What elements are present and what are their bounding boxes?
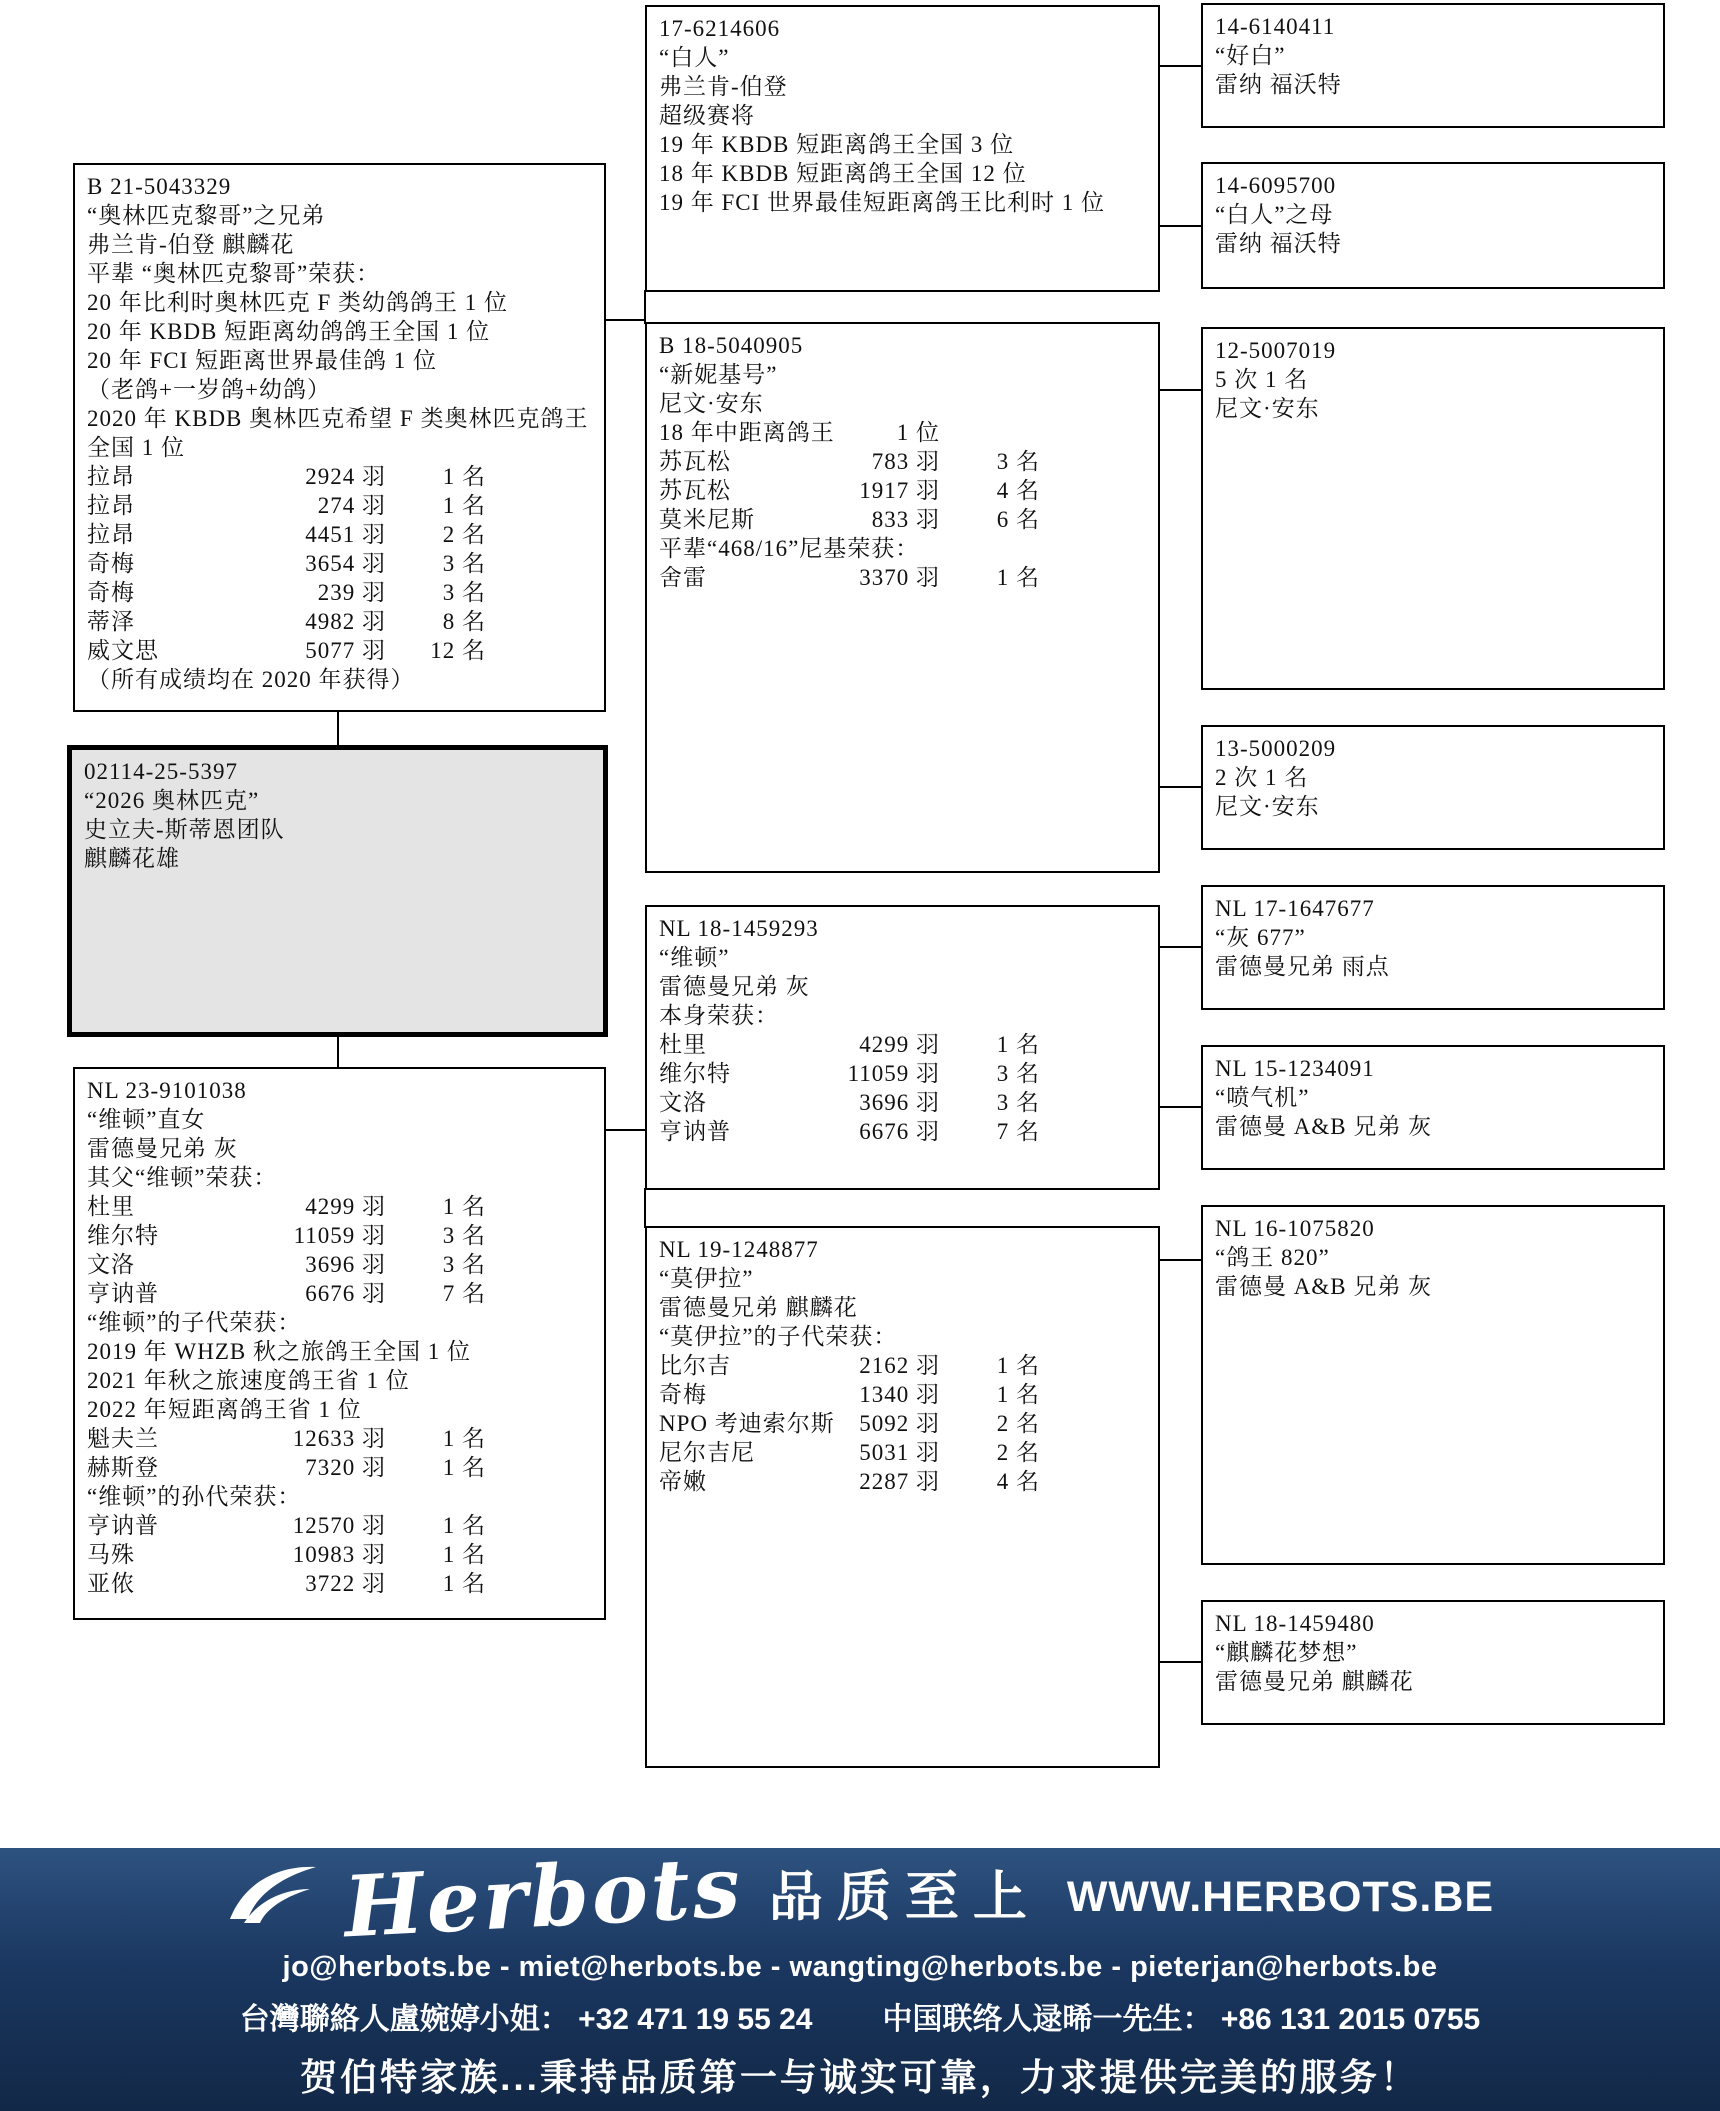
box-dam	[73, 1067, 606, 1620]
pedigree-line: NPO 考迪索尔斯 5092 羽 2 名	[659, 1411, 1040, 1436]
pedigree-line: 雷德曼 A&B 兄弟 灰	[1215, 1274, 1433, 1299]
pedigree-line: NL 18-1459293	[659, 916, 819, 941]
pedigree-line: 尼文·安东	[1215, 794, 1320, 819]
pedigree-line: 弗兰肯-伯登 麒麟花	[87, 232, 295, 257]
pedigree-line: （所有成绩均在 2020 年获得）	[87, 667, 415, 692]
pedigree-line: 19 年 KBDB 短距离鸽王全国 3 位	[659, 132, 1015, 157]
pedigree-line: 其父“维顿”荣获：	[87, 1165, 278, 1190]
pedigree-line: 亨讷普 6676 羽 7 名	[87, 1281, 486, 1306]
pedigree-line: 麒麟花雄	[84, 846, 180, 871]
connector-line	[644, 1188, 646, 1228]
pedigree-line: 魁夫兰 12633 羽 1 名	[87, 1426, 486, 1451]
pedigree-line: “莫伊拉”的子代荣获：	[659, 1324, 898, 1349]
pedigree-line: “白人”之母	[1215, 202, 1334, 227]
pedigree-line: 莫米尼斯 833 羽 6 名	[659, 507, 1040, 532]
pedigree-line: 威文思 5077 羽 12 名	[87, 638, 486, 663]
box-sire	[73, 163, 606, 712]
contact-taiwan: 台灣聯絡人盧婉婷小姐： +32 471 19 55 24	[239, 2002, 813, 2036]
pedigree-line: 超级赛将	[659, 103, 755, 128]
pedigree-line: “维顿”的子代荣获：	[87, 1310, 302, 1335]
pedigree-line: 马殊 10983 羽 1 名	[87, 1542, 486, 1567]
pedigree-line: “白人”	[659, 45, 730, 70]
pedigree-line: 12-5007019	[1215, 338, 1337, 363]
pedigree-line: 文洛 3696 羽 3 名	[87, 1252, 486, 1277]
pedigree-line: 帝嫩 2287 羽 4 名	[659, 1469, 1040, 1494]
pedigree-line: 尼文·安东	[1215, 396, 1320, 421]
pedigree-line: 亨讷普 12570 羽 1 名	[87, 1513, 486, 1538]
pedigree-line: 雷纳 福沃特	[1215, 72, 1342, 97]
pedigree-line: 赫斯登 7320 羽 1 名	[87, 1455, 486, 1480]
box-dam-sire-dam	[1201, 1045, 1665, 1170]
pedigree-line: NL 23-9101038	[87, 1078, 247, 1103]
pedigree-line: 18 年中距离鸽王 1 位	[659, 420, 940, 445]
box-dam-dam-dam	[1201, 1600, 1665, 1725]
pedigree-line: “维顿”	[659, 945, 730, 970]
pedigree-line: “莫伊拉”	[659, 1266, 754, 1291]
brand-row	[226, 1836, 1495, 1957]
box-dam-dam-sire	[1201, 1205, 1665, 1565]
pedigree-line: 2020 年 KBDB 奥林匹克希望 F 类奥林匹克鸽王	[87, 406, 589, 431]
pedigree-line: 奇梅 239 羽 3 名	[87, 580, 486, 605]
pedigree-line: 比尔吉 2162 羽 1 名	[659, 1353, 1040, 1378]
box-sire-sire-sire	[1201, 3, 1665, 128]
connector-line	[337, 712, 339, 745]
pedigree-line: 拉昂 2924 羽 1 名	[87, 464, 486, 489]
connector-line	[337, 1035, 339, 1067]
pedigree-line: 20 年比利时奥林匹克 F 类幼鸽鸽王 1 位	[87, 290, 509, 315]
connector-line	[1160, 946, 1202, 948]
box-sire-dam	[645, 322, 1160, 873]
pedigree-line: 弗兰肯-伯登	[659, 74, 788, 99]
connector-line	[1160, 1661, 1202, 1663]
pedigree-line: NL 15-1234091	[1215, 1056, 1375, 1081]
connector-line	[1160, 786, 1202, 788]
website-url: WWW.HERBOTS.BE	[1066, 1872, 1495, 1921]
pedigree-line: B 18-5040905	[659, 333, 804, 358]
pedigree-line: 奇梅 1340 羽 1 名	[659, 1382, 1040, 1407]
pedigree-line: B 21-5043329	[87, 174, 232, 199]
pedigree-line: 杜里 4299 羽 1 名	[87, 1194, 486, 1219]
pedigree-line: 文洛 3696 羽 3 名	[659, 1090, 1040, 1115]
pedigree-line: 2 次 1 名	[1215, 765, 1309, 790]
box-dam-dam	[645, 1226, 1160, 1768]
footer-banner	[0, 1836, 1720, 2111]
pedigree-line: “喷气机”	[1215, 1085, 1310, 1110]
connector-line	[644, 290, 646, 324]
pedigree-line: 雷德曼兄弟 灰	[659, 974, 810, 999]
pedigree-line: 17-6214606	[659, 16, 781, 41]
pedigree-line: 舍雷 3370 羽 1 名	[659, 565, 1040, 590]
pedigree-line: 奇梅 3654 羽 3 名	[87, 551, 486, 576]
pedigree-line: 亨讷普 6676 羽 7 名	[659, 1119, 1040, 1144]
connector-line	[606, 319, 646, 321]
pedigree-line: 2021 年秋之旅速度鸽王省 1 位	[87, 1368, 410, 1393]
pedigree-line: 19 年 FCI 世界最佳短距离鸽王比利时 1 位	[659, 190, 1106, 215]
connector-line	[1160, 65, 1202, 67]
box-sire-dam-sire	[1201, 327, 1665, 690]
footer-content	[225, 1836, 1495, 2105]
pedigree-line: 亚侬 3722 羽 1 名	[87, 1571, 486, 1596]
pedigree-line: 本身荣获：	[659, 1003, 779, 1028]
pedigree-line: NL 18-1459480	[1215, 1611, 1375, 1636]
pedigree-line: 维尔特 11059 羽 3 名	[659, 1061, 1040, 1086]
email-list: jo@herbots.be - miet@herbots.be - wangting@herbots.be - pieterjan@herbots.be	[282, 1951, 1438, 1984]
pedigree-line: 雷德曼兄弟 麒麟花	[659, 1295, 858, 1320]
pedigree-line: 雷德曼兄弟 灰	[87, 1136, 238, 1161]
pedigree-line: 尼文·安东	[659, 391, 764, 416]
pedigree-line: 苏瓦松 783 羽 3 名	[659, 449, 1040, 474]
pedigree-line: 20 年 KBDB 短距离幼鸽鸽王全国 1 位	[87, 319, 491, 344]
brand-slogan: 品质至上	[768, 1867, 1041, 1927]
wing-icon	[226, 1861, 318, 1933]
pedigree-line: “鸽王 820”	[1215, 1245, 1330, 1270]
pedigree-line: 雷纳 福沃特	[1215, 231, 1342, 256]
pedigree-line: 全国 1 位	[87, 435, 185, 460]
contact-info	[240, 1994, 1481, 2038]
pedigree-line: 拉昂 4451 羽 2 名	[87, 522, 486, 547]
pedigree-line: “新妮基号”	[659, 362, 778, 387]
pedigree-line: 雷德曼兄弟 麒麟花	[1215, 1669, 1414, 1694]
pedigree-line: 20 年 FCI 短距离世界最佳鸽 1 位	[87, 348, 438, 373]
box-sire-sire	[645, 5, 1160, 292]
box-dam-sire-sire	[1201, 885, 1665, 1010]
pedigree-line: 拉昂 274 羽 1 名	[87, 493, 486, 518]
pedigree-line: 平辈“468/16”尼基荣获：	[659, 536, 920, 561]
connector-line	[606, 1129, 646, 1131]
pedigree-line: “奥林匹克黎哥”之兄弟	[87, 203, 326, 228]
pedigree-line: “麒麟花梦想”	[1215, 1640, 1358, 1665]
pedigree-line: 史立夫-斯蒂恩团队	[84, 817, 285, 842]
pedigree-line: 14-6095700	[1215, 173, 1337, 198]
box-subject	[67, 745, 608, 1037]
pedigree-line: 平辈 “奥林匹克黎哥”荣获：	[87, 261, 381, 286]
box-dam-sire	[645, 905, 1160, 1190]
contact-china: 中国联络人逯晞一先生： +86 131 2015 0755	[882, 2002, 1481, 2036]
pedigree-line: （老鸽+一岁鸽+幼鸽）	[87, 377, 331, 402]
pedigree-line: 蒂泽 4982 羽 8 名	[87, 609, 486, 634]
pedigree-line: 13-5000209	[1215, 736, 1337, 761]
pedigree-line: NL 19-1248877	[659, 1237, 819, 1262]
pedigree-line: “维顿”的孙代荣获：	[87, 1484, 302, 1509]
pedigree-line: “好白”	[1215, 43, 1286, 68]
pedigree-line: “灰 677”	[1215, 925, 1306, 950]
pedigree-line: 14-6140411	[1215, 14, 1336, 39]
pedigree-line: NL 17-1647677	[1215, 896, 1375, 921]
pedigree-line: 雷德曼 A&B 兄弟 灰	[1215, 1114, 1433, 1139]
pedigree-line: 杜里 4299 羽 1 名	[659, 1032, 1040, 1057]
pedigree-line: 5 次 1 名	[1215, 367, 1309, 392]
pedigree-line: 2022 年短距离鸽王省 1 位	[87, 1397, 362, 1422]
pedigree-line: 02114-25-5397	[84, 759, 238, 784]
pedigree-line: 18 年 KBDB 短距离鸽王全国 12 位	[659, 161, 1027, 186]
box-sire-dam-dam	[1201, 725, 1665, 850]
box-sire-sire-dam	[1201, 162, 1665, 289]
pedigree-line: 维尔特 11059 羽 3 名	[87, 1223, 486, 1248]
pedigree-line: 雷德曼兄弟 雨点	[1215, 954, 1390, 979]
pedigree-line: 苏瓦松 1917 羽 4 名	[659, 478, 1040, 503]
pedigree-line: 尼尔吉尼 5031 羽 2 名	[659, 1440, 1040, 1465]
connector-line	[1160, 1259, 1202, 1261]
tagline: 贺伯特家族...秉持品质第一与诚实可靠，力求提供完美的服务！	[300, 2056, 1420, 2098]
pedigree-line: “2026 奥林匹克”	[84, 788, 260, 813]
pedigree-line: NL 16-1075820	[1215, 1216, 1375, 1241]
pedigree-line: 2019 年 WHZB 秋之旅鸽王全国 1 位	[87, 1339, 471, 1364]
connector-line	[1160, 225, 1202, 227]
connector-line	[1160, 389, 1202, 391]
connector-line	[1160, 1106, 1202, 1108]
brand-logo: Herbots	[341, 1836, 746, 1957]
pedigree-line: “维顿”直女	[87, 1107, 206, 1132]
